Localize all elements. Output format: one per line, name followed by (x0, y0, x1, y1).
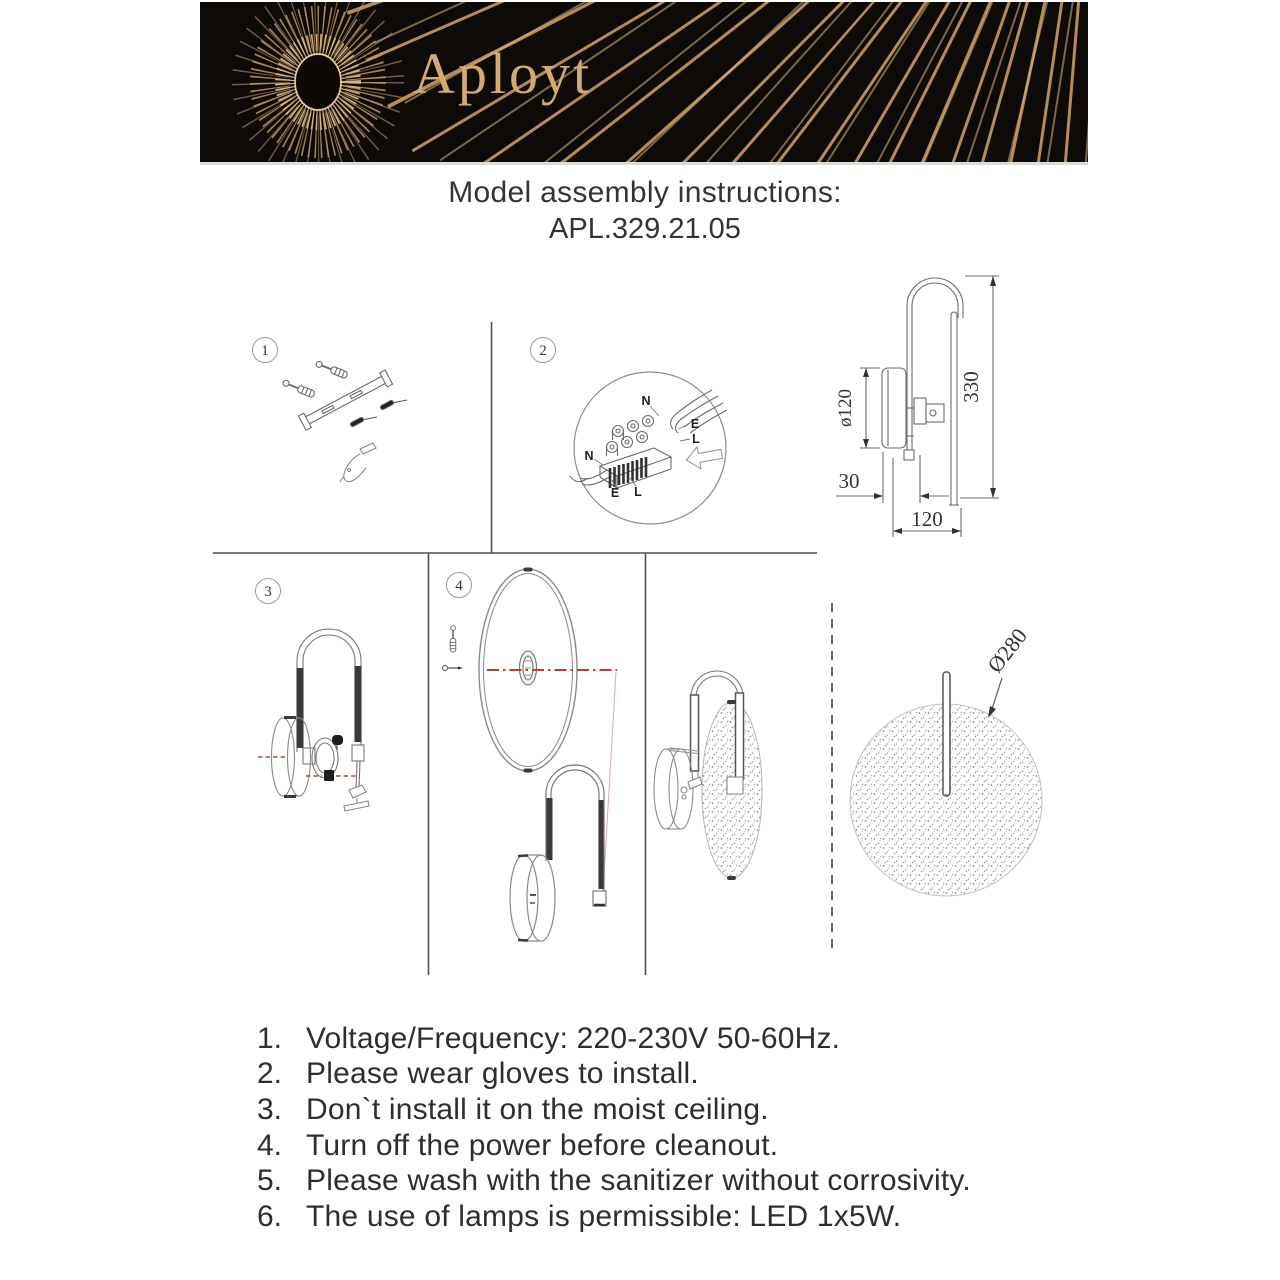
wire-label-n-bottom: N (584, 449, 594, 463)
wire-label-e-top: E (690, 417, 700, 431)
instruction-item (248, 1199, 1078, 1235)
wire-label-n-top: N (641, 394, 651, 408)
instruction-item (248, 1092, 1078, 1128)
wire-label-e-bottom: E (610, 486, 620, 500)
instruction-number: 2. (256, 1057, 282, 1091)
assembled-lamp-drawing (654, 671, 762, 880)
step-4-number: 4 (455, 578, 463, 594)
dim-total-height: 330 (959, 371, 983, 403)
wire-label-l-top: L (692, 432, 700, 446)
instruction-item (248, 1021, 1078, 1057)
instruction-text: Please wear gloves to install. (306, 1057, 699, 1091)
instruction-text: The use of lamps is permissible: LED 1x5W. (306, 1199, 902, 1233)
brand-logo-text: Aployt (413, 41, 593, 106)
step-2-number: 2 (539, 343, 547, 359)
instruction-text: Don`t install it on the moist ceiling. (306, 1092, 769, 1126)
instruction-item (248, 1057, 1078, 1093)
step-3-number: 3 (264, 584, 272, 600)
step-badges (253, 338, 556, 604)
dim-disc-diameter: Ø280 (982, 623, 1032, 678)
instruction-number: 1. (256, 1021, 282, 1055)
instruction-item (248, 1128, 1078, 1164)
step-4-drawing (443, 568, 618, 942)
instruction-number: 4. (256, 1128, 282, 1162)
wire-label-l-bottom: L (634, 485, 642, 499)
step-3-drawing (258, 629, 369, 811)
dimension-drawing (836, 276, 999, 537)
instruction-list (248, 1021, 1078, 1235)
dim-shade-diameter: ø120 (835, 389, 856, 427)
instruction-text: Turn off the power before cleanout. (306, 1128, 779, 1162)
dim-total-width: 120 (911, 507, 943, 531)
page-title: Model assembly instructions: (448, 176, 842, 209)
step-1-drawing (282, 360, 407, 482)
step-1-number: 1 (261, 343, 269, 359)
instruction-number: 6. (256, 1199, 282, 1233)
instruction-item (248, 1163, 1078, 1199)
instruction-number: 3. (256, 1092, 282, 1126)
dim-wall-offset: 30 (838, 469, 860, 493)
instruction-text: Voltage/Frequency: 220-230V 50-60Hz. (306, 1021, 841, 1055)
instruction-number: 5. (256, 1164, 282, 1198)
model-number: APL.329.21.05 (549, 213, 741, 245)
instruction-text: Please wash with the sanitizer without corrosivity. (306, 1164, 971, 1198)
